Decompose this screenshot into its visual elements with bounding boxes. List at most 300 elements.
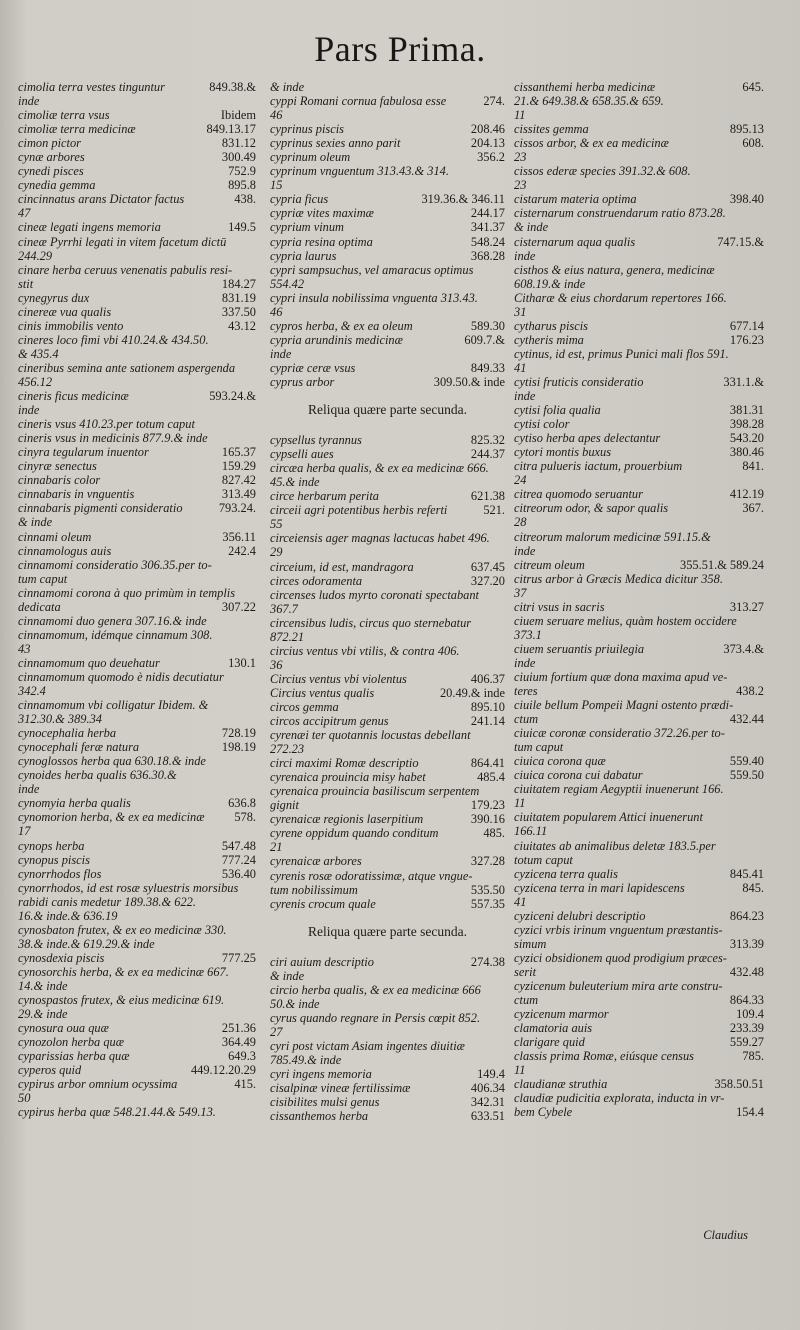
entry-text: cyrenaicæ regionis laserpitium [270,812,424,827]
entry-text: cyprium vinum [270,220,344,235]
index-entry [270,869,505,883]
entry-text: cypros herba, & ex ea oleum [270,318,413,333]
entry-text: circeium, id est, mandragora [270,559,414,574]
entry-text: 23 [514,150,527,165]
entry-text: cineres loco fimi vbi 410.24.& 434.50. [18,332,209,347]
entry-text: 45.& inde [270,475,320,490]
index-entry [270,291,505,305]
index-entry [514,305,764,319]
index-entry [514,740,764,754]
entry-reference: 381.31 [729,403,764,418]
index-entry [18,333,256,347]
index-entry [18,684,256,698]
entry-text: cyprinus sexies anno parit [270,136,401,151]
entry-text: inde [514,389,536,404]
entry-text: cissanthemos herba [270,1109,369,1124]
index-entry [18,1091,256,1105]
entry-reference: 521. [483,503,505,518]
entry-text: cyprinus piscis [270,122,344,137]
entry-reference: 415. [234,1077,256,1092]
entry-text: cynoglossos herba qua 630.18.& inde [18,754,206,769]
index-entry [514,810,764,824]
index-entry [514,979,764,993]
entry-text: citrea quomodo seruantur [514,487,643,502]
entry-text: 50.& inde [270,996,320,1011]
entry-reference: 398.40 [729,192,764,207]
index-entry [514,1105,764,1119]
entry-text: cynomyia herba qualis [18,796,131,811]
entry-reference: 159.29 [221,459,256,474]
entry-text: cinnami oleum [18,529,92,544]
entry-reference: 777.25 [221,950,256,965]
index-entry [270,630,505,644]
index-entry [514,501,764,515]
entry-text: cypriæ vites maximæ [270,206,374,221]
entry-text: cynosbaton frutex, & ex eo medicinæ 330. [18,922,227,937]
entry-reference: 609.7.& [464,332,505,347]
entry-reference: 449.12.20.29 [190,1063,256,1078]
entry-text: & inde [18,515,53,530]
entry-text: ciuem seruare melius, quàm hostem occidere [514,613,737,628]
index-entry [270,644,505,658]
index-entry [270,798,505,812]
index-entry [18,867,256,881]
entry-text: 367.7 [270,601,298,616]
entry-text: cimon pictor [18,136,81,151]
entry-text: cypirus herba quæ 548.21.44.& 549.13. [18,1105,216,1120]
entry-reference: 307.22 [221,599,256,614]
entry-text: cyrenis rosæ odoratissimæ, atque vngue- [270,868,473,883]
index-entry [514,375,764,389]
entry-text: circius ventus vbi vtilis, & contra 406. [270,643,460,658]
entry-text: inde [18,403,40,418]
entry-text: 36 [270,657,283,672]
entry-reference: 578. [234,810,256,825]
index-entry [514,768,764,782]
index-entry [18,1077,256,1091]
entry-text: cinnamomum vbi colligatur Ibidem. & [18,698,209,713]
entry-text: tum caput [514,740,564,755]
index-entry [18,192,256,206]
entry-text: cinis immobilis vento [18,318,124,333]
entry-text: cytharus piscis [514,318,588,333]
entry-text: cytisi color [514,417,570,432]
index-entry [18,515,256,529]
entry-reference: 864.33 [729,993,764,1008]
entry-text: citreum oleum [514,557,585,572]
entry-text: 14.& inde [18,979,68,993]
index-entry [18,670,256,684]
index-entry [270,1081,505,1095]
entry-text: ciuitates ab animalibus deletæ 183.5.per [514,838,716,853]
index-entry [18,558,256,572]
index-entry [18,249,256,263]
entry-text: cistarum materia optima [514,192,637,207]
index-entry [270,475,505,489]
entry-text: cypria resina optima [270,234,373,249]
entry-reference: 109.4 [736,1007,764,1022]
entry-text: circeii agri potentibus herbis referti [270,503,448,518]
entry-reference: 728.19 [221,726,256,741]
entry-text: inde [514,543,536,558]
index-entry [514,839,764,853]
index-entry [18,220,256,234]
entry-reference: 244.17 [470,206,505,221]
entry-text: cinnamomi consideratio 306.35.per to- [18,557,212,572]
index-entry [270,840,505,854]
index-column-3 [514,80,764,1119]
entry-text: cyri post victam Asiam ingentes diuitiæ [270,1039,465,1053]
entry-text: 27 [270,1024,283,1039]
entry-text: cimolia terra vestes tinguntur [18,80,165,94]
entry-text: simum [514,936,547,951]
index-entry [270,770,505,784]
index-entry [18,909,256,923]
index-entry [514,108,764,122]
index-entry [270,897,505,911]
index-entry [18,417,256,431]
page-title: Pars Prima. [314,29,486,69]
entry-text: cimoliæ terra medicinæ [18,122,136,137]
entry-text: cinnamomi corona à quo primùm in templis [18,585,236,600]
index-entry [18,853,256,867]
index-entry [514,164,764,178]
index-entry [270,1011,505,1025]
entry-text: 23 [514,178,527,193]
entry-reference: 864.41 [470,756,505,771]
entry-text: stit [18,276,34,291]
entry-text: & inde [270,80,305,94]
index-entry [514,333,764,347]
entry-text: cypria arundinis medicinæ [270,332,403,347]
index-entry [514,403,764,417]
index-entry [514,445,764,459]
entry-reference: 895.8 [228,178,256,193]
index-entry [514,80,764,94]
entry-reference: 198.19 [221,740,256,755]
entry-text: cynorrhodos flos [18,866,102,881]
index-entry [514,192,764,206]
entry-reference: 559.40 [729,754,764,769]
index-entry [514,136,764,150]
entry-text: 342.4 [18,684,46,699]
entry-reference: 895.10 [470,699,505,714]
entry-text: 456.12 [18,374,53,389]
entry-text: inde [514,655,536,670]
index-entry [514,361,764,375]
index-entry [514,881,764,895]
entry-text: 244.29 [18,248,53,263]
index-entry [514,572,764,586]
entry-text: tum nobilissimum [270,882,358,897]
index-entry [514,712,764,726]
index-entry [18,178,256,192]
entry-text: cypirus arbor omnium ocyssima [18,1077,178,1092]
entry-text: cynomorion herba, & ex ea medicinæ [18,810,205,825]
index-entry [18,94,256,108]
entry-reference: 390.16 [470,812,505,827]
index-entry [18,459,256,473]
entry-text: inde [18,94,40,109]
index-entry [18,136,256,150]
entry-text: cyzicena terra qualis [514,866,618,881]
entry-reference: 412.19 [729,487,764,502]
entry-reference: 633.51 [470,1109,505,1124]
entry-text: cisalpinæ vineæ fertilissimæ [270,1081,411,1096]
entry-text: ciri auium descriptio [270,954,374,969]
entry-text: cinnamomi duo genera 307.16.& inde [18,613,207,628]
entry-text: circi maximi Romæ descriptio [270,756,419,771]
entry-reference: 777.24 [221,852,256,867]
entry-reference: 831.19 [221,290,256,305]
entry-reference: 831.12 [221,136,256,151]
index-entry [270,220,505,234]
index-entry [514,1007,764,1021]
entry-reference: 677.14 [729,318,764,333]
entry-text: circensibus ludis, circus quo sternebatur [270,615,472,630]
index-entry [18,698,256,712]
index-entry [18,642,256,656]
entry-text: teres [514,684,538,699]
entry-text: 17 [18,824,31,839]
entry-text: cinyra tegularum inuentor [18,445,149,460]
entry-reference: 341.37 [470,220,505,235]
entry-text: 55 [270,517,283,532]
entry-text: cyzici obsidionem quod prodigium præces- [514,950,727,965]
entry-text: cynocephali feræ natura [18,740,140,755]
index-entry [18,347,256,361]
entry-reference: 364.49 [221,1035,256,1050]
entry-text: cynedia gemma [18,178,96,193]
entry-text: 28 [514,515,527,530]
entry-text: 50 [18,1091,31,1106]
section-note: Reliqua quære parte secunda. [308,402,467,418]
entry-reference: 331.1.& [723,374,764,389]
entry-reference: 485.4 [477,770,505,785]
entry-text: cynops herba [18,838,85,853]
index-column-1 [18,80,256,1119]
index-entry [18,979,256,993]
entry-reference: 398.28 [729,417,764,432]
index-entry [514,586,764,600]
entry-text: ciuitatem regiam Aegyptii inuenerunt 166. [514,782,724,797]
index-entry [514,600,764,614]
index-entry [514,923,764,937]
entry-reference: 204.13 [470,136,505,151]
entry-reference: 368.28 [470,248,505,263]
entry-text: circæa herba qualis, & ex ea medicinæ 666. [270,461,489,476]
entry-text: citra pulueris iactum, prouerbium [514,459,683,474]
index-entry [18,305,256,319]
entry-text: ciuica corona cui dabatur [514,768,643,783]
index-entry [18,263,256,277]
entry-text: & inde [270,968,305,983]
index-entry [270,574,505,588]
entry-reference: 367. [742,501,764,516]
index-entry [514,993,764,1007]
entry-reference: 636.8 [228,796,256,811]
entry-text: cineris ficus medicinæ [18,389,129,404]
entry-text: cinnamomum, idémque cinnamum 308. [18,627,213,642]
index-entry [18,726,256,740]
entry-text: claudianæ struthia [514,1077,608,1092]
index-entry [514,220,764,234]
entry-text: cynorrhodos, id est rosæ syluestris morsibus [18,880,239,895]
index-entry [270,347,505,361]
index-entry [270,1025,505,1039]
entry-reference: 406.34 [470,1081,505,1096]
index-entry [270,461,505,475]
index-entry [18,530,256,544]
index-entry [270,784,505,798]
entry-reference: 342.31 [470,1095,505,1110]
entry-reference: 184.27 [221,276,256,291]
index-entry [270,742,505,756]
index-entry [514,867,764,881]
entry-text: 29 [270,545,283,560]
entry-text: circos gemma [270,699,339,714]
entry-text: citreorum odor, & sapor qualis [514,501,669,516]
index-entry [514,782,764,796]
index-entry [514,347,764,361]
index-entry [514,895,764,909]
entry-text: cinare herba ceruus venenatis pabulis resi- [18,262,233,277]
entry-text: 31 [514,304,527,319]
entry-reference: 649.3 [228,1049,256,1064]
entry-reference: 793.24. [218,501,256,516]
entry-text: cypria ficus [270,192,329,207]
index-entry [270,997,505,1011]
index-entry [270,616,505,630]
index-entry [270,136,505,150]
index-entry [18,614,256,628]
entry-text: cynopus piscis [18,852,90,867]
index-entry [514,263,764,277]
entry-text: cytori montis buxus [514,445,612,460]
entry-text: cynocephalia herba [18,726,117,741]
entry-reference: 130.1 [228,655,256,670]
entry-text: 43 [18,641,31,656]
index-entry [514,1077,764,1091]
index-entry [514,796,764,810]
entry-text: cisthos & eius natura, genera, medicinæ [514,262,715,277]
entry-text: cyrenaica prouincia misy habet [270,770,426,785]
entry-reference: 547.48 [221,838,256,853]
entry-text: 21 [270,840,283,855]
index-entry [270,108,505,122]
entry-text: 15 [270,178,283,193]
entry-text: cinnabaris in vnguentis [18,487,135,502]
entry-text: 554.42 [270,276,305,291]
index-entry [18,895,256,909]
entry-reference: 438. [234,192,256,207]
index-entry [514,515,764,529]
entry-reference: 849.38.& [209,80,256,94]
index-entry [18,445,256,459]
entry-text: 166.11 [514,824,548,839]
index-entry [514,249,764,263]
entry-reference: 825.32 [470,433,505,448]
entry-reference: 274. [483,94,505,109]
entry-reference: 406.37 [470,671,505,686]
entry-text: 11 [514,796,526,811]
entry-reference: 637.45 [470,559,505,574]
index-entry [270,361,505,375]
index-entry [18,839,256,853]
index-entry [18,1049,256,1063]
entry-text: cyperos quid [18,1063,82,1078]
entry-reference: 327.20 [470,573,505,588]
index-entry [18,544,256,558]
index-entry [18,600,256,614]
index-entry [514,614,764,628]
entry-text: dedicata [18,599,61,614]
entry-text: ctum [514,993,539,1008]
index-entry [270,955,505,969]
index-entry [270,235,505,249]
entry-text: cinereæ vua qualis [18,304,112,319]
entry-reference: 358.50.51 [714,1077,764,1092]
index-entry [270,150,505,164]
index-entry [18,628,256,642]
index-entry [514,544,764,558]
entry-text: ciuile bellum Pompeii Magni ostento prædi- [514,698,734,713]
entry-text: 37 [514,585,527,600]
entry-text: cineribus semina ante sationem aspergenda [18,360,236,375]
index-entry [18,206,256,220]
entry-text: Circius ventus qualis [270,685,375,700]
entry-reference: 621.38 [470,489,505,504]
index-entry [18,768,256,782]
entry-text: tum caput [18,571,68,586]
index-entry [18,656,256,670]
entry-text: cynæ arbores [18,150,85,165]
index-entry [514,937,764,951]
entry-text: cypria laurus [270,248,337,263]
entry-text: ciuica corona quæ [514,754,606,769]
index-entry [514,178,764,192]
index-entry [270,375,505,389]
entry-text: cynozolon herba quæ [18,1035,124,1050]
entry-reference: 337.50 [221,304,256,319]
entry-reference: 313.27 [729,599,764,614]
entry-text: cynosura oua quæ [18,1021,109,1036]
entry-text: 272.23 [270,742,305,757]
entry-text: 312.30.& 389.34 [18,712,102,727]
index-entry [18,937,256,951]
entry-reference: 373.4.& [723,641,764,656]
index-entry [270,94,505,108]
entry-text: cineris vsus 410.23.per totum caput [18,417,195,432]
entry-text: ciuicæ coronæ consideratio 372.26.per to- [514,726,725,741]
entry-reference: 895.13 [729,122,764,137]
entry-text: cyziceni delubri descriptio [514,908,646,923]
index-entry [270,1067,505,1081]
entry-reference: 543.20 [729,431,764,446]
index-entry [514,824,764,838]
index-entry [514,1063,764,1077]
index-entry [270,1039,505,1053]
index-entry [270,1053,505,1067]
entry-reference: 559.50 [729,768,764,783]
entry-text: classis prima Romæ, eiúsque census [514,1049,694,1064]
entry-text: 872.21 [270,629,305,644]
entry-text: cinnabaris color [18,473,101,488]
index-entry [270,249,505,263]
entry-text: cypri insula nobilissima vnguenta 313.43. [270,290,478,305]
entry-text: circos accipitrum genus [270,714,389,729]
index-entry [18,740,256,754]
